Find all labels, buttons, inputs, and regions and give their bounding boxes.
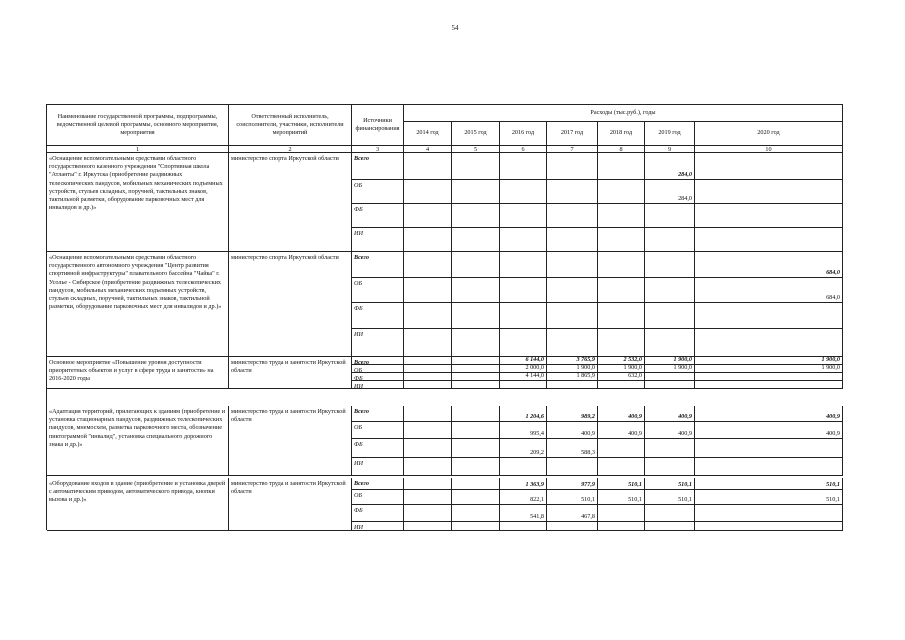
header-year: 2019 год (645, 122, 695, 146)
amount-cell (598, 439, 645, 458)
amount-cell (547, 228, 598, 252)
amount-cell (645, 522, 695, 531)
amount-cell: 510,1 (645, 490, 695, 505)
amount-cell: 400,9 (547, 422, 598, 439)
amount-cell (452, 303, 500, 329)
amount-cell (452, 278, 500, 303)
header-year: 2020 год (695, 122, 843, 146)
amount-cell (500, 204, 547, 228)
column-number: 8 (598, 146, 645, 153)
column-number: 10 (695, 146, 843, 153)
amount-cell (404, 303, 452, 329)
source-label: ФБ (352, 373, 404, 381)
header-year: 2014 год (404, 122, 452, 146)
amount-cell (404, 278, 452, 303)
amount-cell (404, 153, 452, 180)
column-number: 4 (404, 146, 452, 153)
amount-cell (452, 422, 500, 439)
source-label: Всего (352, 153, 404, 180)
amount-cell (452, 365, 500, 373)
amount-cell (598, 252, 645, 278)
amount-cell (598, 153, 645, 180)
amount-cell: 989,2 (547, 406, 598, 422)
amount-cell (645, 204, 695, 228)
amount-cell (547, 180, 598, 204)
amount-cell: 588,3 (547, 439, 598, 458)
column-number: 7 (547, 146, 598, 153)
amount-cell (500, 153, 547, 180)
amount-cell: 632,0 (598, 373, 645, 381)
amount-cell (500, 278, 547, 303)
amount-cell (404, 406, 452, 422)
amount-cell (547, 252, 598, 278)
amount-cell (500, 252, 547, 278)
amount-cell: 284,0 (645, 153, 695, 180)
amount-cell (645, 228, 695, 252)
amount-cell (547, 153, 598, 180)
source-label: ИИ (352, 458, 404, 476)
row-name: «Адаптация территорий, прилегающих к зданиям (приобретение и установка стационарных пандусов, раздвижных телескопических пандусов, мнемосхем, разметка парковочного места, обозначение пиктограммой "инвалид", установка специального дорожного знака и др.)» (47, 406, 229, 476)
amount-cell: 2 532,0 (598, 357, 645, 365)
amount-cell (452, 329, 500, 357)
amount-cell: 1 900,0 (547, 365, 598, 373)
source-label: Всего (352, 252, 404, 278)
row-name: «Оснащение вспомогательными средствами областного государственного казенного учреждения "Спортивная школа "Атланты" г. Иркутска (приобретение раздвижных телескопических пандусов, мобильных механических подъемных устройств, стульев складных, поручней, тактильных знаков, тактильной разметки, оборудование парковочных мест для инвалидов и др.)» (47, 153, 229, 252)
source-label: ФБ (352, 439, 404, 458)
amount-cell (404, 439, 452, 458)
amount-cell: 977,9 (547, 478, 598, 490)
source-label: Всего (352, 406, 404, 422)
amount-cell (500, 180, 547, 204)
amount-cell: 467,8 (547, 505, 598, 522)
amount-cell: 2 000,0 (500, 365, 547, 373)
amount-cell (452, 522, 500, 531)
column-number: 9 (645, 146, 695, 153)
amount-cell (404, 228, 452, 252)
amount-cell (452, 228, 500, 252)
amount-cell (645, 373, 695, 381)
amount-cell (452, 381, 500, 389)
amount-cell (598, 458, 645, 476)
source-label: ОБ (352, 278, 404, 303)
source-label: Всего (352, 478, 404, 490)
row-executor: министерство труда и занятости Иркутской области (229, 406, 352, 476)
row-name: «Оборудование входов в здание (приобретение и установка дверей с автоматическим приводом, автоматического привода, кнопки вызова и др.)» (47, 478, 229, 531)
amount-cell: 400,9 (695, 406, 843, 422)
source-label: ИИ (352, 329, 404, 357)
header-executor: Ответственный исполнитель, соисполнители, участники, исполнители мероприятий (229, 105, 352, 146)
amount-cell (645, 278, 695, 303)
amount-cell: 510,1 (645, 478, 695, 490)
amount-cell: 400,9 (598, 422, 645, 439)
budget-table (46, 104, 843, 530)
source-label: ОБ (352, 365, 404, 373)
amount-cell (404, 505, 452, 522)
amount-cell: 684,0 (695, 278, 843, 303)
amount-cell (452, 478, 500, 490)
amount-cell (452, 180, 500, 204)
amount-cell (547, 278, 598, 303)
amount-cell (547, 522, 598, 531)
amount-cell (598, 180, 645, 204)
amount-cell (695, 505, 843, 522)
page-number: 54 (451, 24, 459, 32)
amount-cell (404, 458, 452, 476)
amount-cell (500, 522, 547, 531)
source-label: ФБ (352, 505, 404, 522)
amount-cell (598, 278, 645, 303)
amount-cell (452, 490, 500, 505)
amount-cell (500, 329, 547, 357)
amount-cell (695, 522, 843, 531)
amount-cell (598, 505, 645, 522)
amount-cell (645, 381, 695, 389)
source-label: Всего (352, 357, 404, 365)
amount-cell: 400,9 (598, 406, 645, 422)
source-label: ИИ (352, 228, 404, 252)
amount-cell (452, 204, 500, 228)
amount-cell: 1 865,9 (547, 373, 598, 381)
amount-cell (452, 439, 500, 458)
amount-cell (404, 365, 452, 373)
source-label: ОБ (352, 180, 404, 204)
row-name: Основное мероприятие «Повышение уровня доступности приоритетных объектов и услуг в сфере труда и занятости» на 2016-2020 годы (47, 357, 229, 389)
amount-cell (645, 458, 695, 476)
amount-cell (547, 303, 598, 329)
header-source: Источники финансирования (352, 105, 404, 146)
amount-cell: 400,9 (645, 422, 695, 439)
amount-cell (404, 204, 452, 228)
source-label: ОБ (352, 422, 404, 439)
amount-cell (695, 303, 843, 329)
amount-cell (452, 357, 500, 365)
amount-cell: 510,1 (598, 490, 645, 505)
amount-cell: 284,0 (645, 180, 695, 204)
row-executor: министерство труда и занятости Иркутской области (229, 357, 352, 389)
column-number: 1 (47, 146, 229, 153)
amount-cell (452, 373, 500, 381)
amount-cell (645, 329, 695, 357)
amount-cell (645, 303, 695, 329)
amount-cell (452, 505, 500, 522)
column-number: 3 (352, 146, 404, 153)
header-expenses: Расходы (тыс.руб.), годы (404, 105, 843, 122)
amount-cell (598, 522, 645, 531)
amount-cell: 822,1 (500, 490, 547, 505)
amount-cell: 1 900,0 (598, 365, 645, 373)
amount-cell (645, 439, 695, 458)
amount-cell (695, 228, 843, 252)
header-name: Наименование государственной программы, подпрограммы, ведомственной целевой программы, основного мероприятия, мероприятия (47, 105, 229, 146)
amount-cell (404, 252, 452, 278)
amount-cell: 400,9 (645, 406, 695, 422)
amount-cell (452, 458, 500, 476)
source-label: ФБ (352, 204, 404, 228)
amount-cell (645, 505, 695, 522)
amount-cell (598, 204, 645, 228)
amount-cell: 1 363,9 (500, 478, 547, 490)
row-executor: министерство труда и занятости Иркутской области (229, 478, 352, 531)
header-year: 2015 год (452, 122, 500, 146)
amount-cell (452, 406, 500, 422)
amount-cell (547, 381, 598, 389)
amount-cell (500, 228, 547, 252)
column-number: 6 (500, 146, 547, 153)
amount-cell: 510,1 (695, 490, 843, 505)
amount-cell: 995,4 (500, 422, 547, 439)
source-label: ИИ (352, 522, 404, 531)
amount-cell: 510,1 (695, 478, 843, 490)
amount-cell (404, 180, 452, 204)
amount-cell (404, 522, 452, 531)
amount-cell: 1 204,6 (500, 406, 547, 422)
amount-cell (404, 422, 452, 439)
amount-cell: 541,8 (500, 505, 547, 522)
amount-cell (547, 204, 598, 228)
amount-cell (404, 381, 452, 389)
amount-cell: 1 900,0 (695, 365, 843, 373)
amount-cell: 1 900,0 (645, 365, 695, 373)
amount-cell (404, 490, 452, 505)
amount-cell (695, 439, 843, 458)
amount-cell (404, 357, 452, 365)
amount-cell (598, 329, 645, 357)
row-executor: министерство спорта Иркутской области (229, 153, 352, 252)
amount-cell (695, 180, 843, 204)
amount-cell: 510,1 (598, 478, 645, 490)
amount-cell (404, 478, 452, 490)
source-label: ФБ (352, 303, 404, 329)
amount-cell: 400,9 (695, 422, 843, 439)
source-label: ИИ (352, 381, 404, 389)
amount-cell (645, 252, 695, 278)
amount-cell: 1 900,0 (695, 357, 843, 365)
amount-cell: 1 900,0 (645, 357, 695, 365)
amount-cell: 209,2 (500, 439, 547, 458)
header-year: 2018 год (598, 122, 645, 146)
amount-cell (695, 458, 843, 476)
column-number: 5 (452, 146, 500, 153)
amount-cell (695, 204, 843, 228)
amount-cell (695, 153, 843, 180)
amount-cell (452, 153, 500, 180)
amount-cell (598, 381, 645, 389)
amount-cell (598, 303, 645, 329)
amount-cell (404, 329, 452, 357)
amount-cell (598, 228, 645, 252)
amount-cell: 6 144,0 (500, 357, 547, 365)
row-executor: министерство спорта Иркутской области (229, 252, 352, 357)
amount-cell (404, 373, 452, 381)
amount-cell (695, 373, 843, 381)
header-year: 2016 год (500, 122, 547, 146)
amount-cell: 4 144,0 (500, 373, 547, 381)
amount-cell: 510,1 (547, 490, 598, 505)
amount-cell (500, 458, 547, 476)
amount-cell: 3 765,9 (547, 357, 598, 365)
amount-cell (547, 458, 598, 476)
amount-cell (452, 252, 500, 278)
amount-cell (500, 381, 547, 389)
amount-cell (547, 329, 598, 357)
amount-cell (695, 329, 843, 357)
source-label: ОБ (352, 490, 404, 505)
column-number: 2 (229, 146, 352, 153)
amount-cell (695, 381, 843, 389)
row-name: «Оснащение вспомогательными средствами областного государственного автономного учреждения "Центр развития спортивной инфраструктуры" плавательного бассейна "Чайка" г. Усолье - Сибирское (приобретение раздвижных телескопических пандусов, мобильных механических подъемных устройств, стульев складных, поручней, тактильных знаков, тактильной разметки, оборудование парковочных мест для инвалидов и др.)» (47, 252, 229, 357)
amount-cell (500, 303, 547, 329)
amount-cell: 684,0 (695, 252, 843, 278)
header-year: 2017 год (547, 122, 598, 146)
